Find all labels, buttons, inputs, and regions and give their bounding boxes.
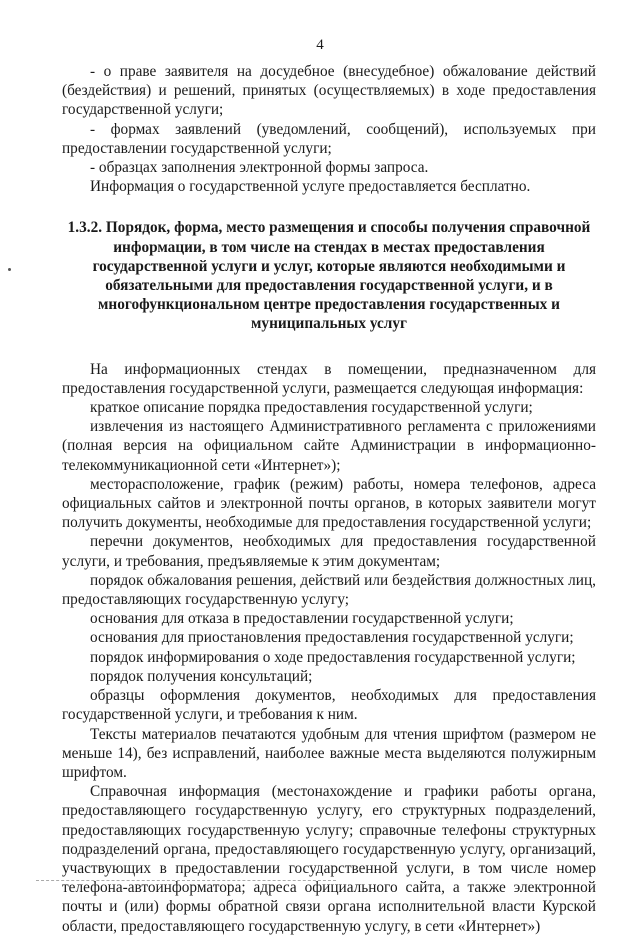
margin-mark — [8, 268, 11, 271]
body-paragraph: месторасположение, график (режим) работы, номера телефонов, адреса официальных сайтов и электронной почты органов, в которых заявители могут получить документы, необходимые для предоставления государственной услуги; — [62, 475, 596, 532]
intro-paragraph: - о праве заявителя на досудебное (внесудебное) обжалование действий (бездействия) и решений, принятых (осуществляемых) в ходе предоставления государственной услуги; — [62, 63, 596, 119]
body-paragraph: порядок информирования о ходе предоставления государственной услуги; — [90, 648, 576, 666]
scan-artifact-line — [36, 880, 336, 881]
body-paragraph: перечни документов, необходимых для предоставления государственной услуги, и требования, предъявляемые к этим документам; — [62, 533, 596, 570]
body-paragraph: образцы оформления документов, необходимых для предоставления государственной услуги, и требования к ним. — [62, 687, 596, 724]
body-paragraph: основания для приостановления предоставления государственной услуги; — [90, 629, 574, 647]
body-paragraph: Справочная информация (местонахождение и графики работы органа, предоставляющего государственную услугу, его структурных подразделений, предоставляющих государственную услугу; справочные телефоны структурных подразделений органа, предоставляющего государственную услугу, организаций, участвующих в предоставлении государственной услуги, в том числе номер телефона-автоинформатора; адреса официального сайта, а также электронной почты и (или) формы обратной связи органа исполнительной власти Курской области, предоставляющего государственную услугу, в сети «Интернет») — [62, 783, 596, 935]
page-number: 4 — [316, 37, 324, 53]
body-paragraph: порядок получения консультаций; — [90, 667, 313, 685]
body-paragraph: Тексты материалов печатаются удобным для чтения шрифтом (размером не меньше 14), без исправлений, наиболее важные места выделяются полужирным шрифтом. — [62, 725, 596, 781]
body-paragraph: На информационных стендах в помещении, предназначенном для предоставления государственной услуги, размещается следующая информация: — [62, 360, 596, 397]
intro-paragraph: - формах заявлений (уведомлений, сообщений), используемых при предоставлении государственной услуги; — [62, 120, 596, 157]
body-paragraph: основания для отказа в предоставлении государственной услуги; — [90, 610, 514, 628]
body-paragraph: порядок обжалования решения, действий или бездействия должностных лиц, предоставляющих государственную услугу; — [62, 571, 596, 609]
body-paragraph: извлечения из настоящего Административного регламента с приложениями (полная версия на официальном сайте Администрации в информационно-телекоммуникационной сети «Интернет»); — [62, 418, 596, 474]
intro-paragraph: - образцах заполнения электронной формы запроса. — [90, 159, 429, 177]
intro-paragraph: Информация о государственной услуге предоставляется бесплатно. — [90, 178, 531, 196]
body-paragraph: краткое описание порядка предоставления государственной услуги; — [90, 399, 533, 417]
document-body — [62, 62, 596, 936]
section-heading: 1.3.2. Порядок, форма, место размещения и способы получения справочной информации, в том числе на стендах в местах предоставления государственной услуги и услуг, которые являются необходимыми и обязательными для предоставления государственной услуги, и в многофункциональном центре предоставления государственных и муниципальных услуг — [67, 219, 591, 333]
